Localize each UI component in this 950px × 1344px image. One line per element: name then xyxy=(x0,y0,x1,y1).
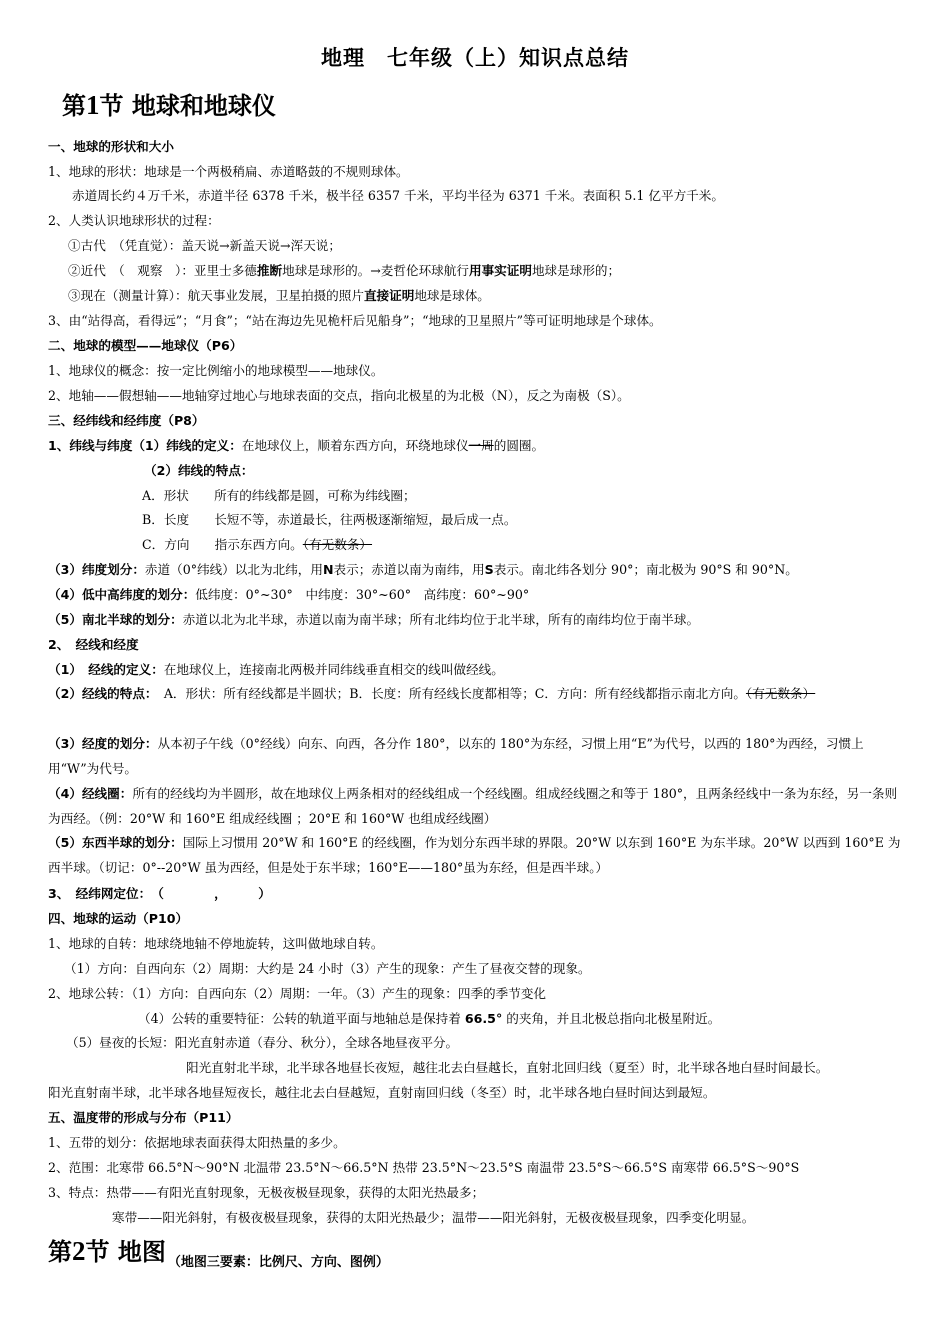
section-heading: 2、 经线和经度 xyxy=(48,637,139,652)
text-line: ③现在（测量计算）：航天事业发展，卫星拍摄的照片直接证明地球是球体。 xyxy=(68,288,490,303)
text-line: （5）南北半球的划分：赤道以北为北半球，赤道以南为南半球；所有北纬均位于北半球，所有的南纬均位于南半球。 xyxy=(48,612,700,627)
section-heading: 三、经纬线和经纬度（P8） xyxy=(48,413,205,428)
text-line: 2、人类认识地球形状的过程： xyxy=(48,213,220,228)
section-heading: 一、地球的形状和大小 xyxy=(48,139,174,154)
document-title: 地理 七年级（上）知识点总结 xyxy=(321,46,629,70)
text-paragraph: （3）经度的划分：从本初子午线（0°经线）向东、向西，各分作 180°，以东的 180°为东经，习惯上用“E”为代号，以西的 180°为西经，习惯上用“W”为代号。 xyxy=(48,736,864,776)
text-line: 1、地球的形状：地球是一个两极稍扁、赤道略鼓的不规则球体。 xyxy=(48,164,409,179)
text-paragraph: （4）经线圈：所有的经线均为半圆形，故在地球仪上两条相对的经线组成一个经线圈。组成经线圈之和等于 180°，且两条经线中一条为东经，另一条则为西经。（例：20°W 和 160°E 组成经线圈 ；20°E 和 160°W 也组成经线圈） xyxy=(48,786,898,826)
text-line: （4）公转的重要特征：公转的轨道平面与地轴总是保持着 66.5° 的夹角，并且北极总指向北极星附近。 xyxy=(138,1011,721,1026)
text-line: 阳光直射北半球，北半球各地昼长夜短，越往北去白昼越长，直射北回归线（夏至）时，北半球各地白昼时间最长。 xyxy=(186,1060,829,1075)
text-paragraph: （5）东西半球的划分：国际上习惯用 20°W 和 160°E 的经线圈，作为划分东西半球的界限。20°W 以东到 160°E 为东半球。20°W 以西到 160°E 为西半球。（切记：0°--20°W 虽为西经，但是处于东半球；160°E——180°虽为东经，但是西半球。） xyxy=(48,835,901,875)
text-line: 3、由“站得高，看得远”；“月食”；“站在海边先见桅杆后见船身”；“地球的卫星照片”等可证明地球是个球体。 xyxy=(48,313,662,328)
map-elements-note: （地图三要素：比例尺、方向、图例） xyxy=(167,1255,389,1270)
text-line: （3）纬度划分：赤道（0°纬线）以北为北纬，用N表示；赤道以南为南纬，用S表示。南北纬各划分 90°；南北极为 90°S 和 90°N。 xyxy=(48,562,798,577)
text-line: C．方向 指示东西方向。（有无数条） xyxy=(142,537,373,552)
text-line: ①古代 （凭直觉）：盖天说→新盖天说→浑天说； xyxy=(68,238,341,253)
section-heading: 3、 经纬网定位： （ ， ） xyxy=(48,886,271,901)
text-line: 1、五带的划分：依据地球表面获得太阳热量的多少。 xyxy=(48,1135,346,1150)
text-line: （1）方向：自西向东（2）周期：大约是 24 小时（3）产生的现象：产生了昼夜交替的现象。 xyxy=(64,961,591,976)
section-heading: 二、地球的模型——地球仪（P6） xyxy=(48,338,243,353)
text-line: 1、地球的自转：地球绕地轴不停地旋转，这叫做地球自转。 xyxy=(48,936,384,951)
section-heading: 四、地球的运动（P10） xyxy=(48,911,189,926)
section-heading: 五、温度带的形成与分布（P11） xyxy=(48,1110,239,1125)
text-line: 2、地轴——假想轴——地轴穿过地心与地球表面的交点，指向北极星的为北极（N），反之为南极（S）。 xyxy=(48,388,630,403)
text-line: 阳光直射南半球，北半球各地昼短夜长，越往北去白昼越短，直射南回归线（冬至）时，北半球各地白昼时间达到最短。 xyxy=(48,1085,716,1100)
text-line: 2、范围：北寒带 66.5°N～90°N 北温带 23.5°N～66.5°N 热带 23.5°N～23.5°S 南温带 23.5°S～66.5°S 南寒带 66.5°S～90°S xyxy=(48,1160,800,1175)
text-line: （1） 经线的定义：在地球仪上，连接南北两极并同纬线垂直相交的线叫做经线。 xyxy=(48,662,504,677)
text-line: B．长度 长短不等，赤道最长，往两极逐渐缩短，最后成一点。 xyxy=(142,512,517,527)
chapter-2-heading: 第2节 地图 $_{(地图三要素:比例尺、方向、图例)}$ xyxy=(48,1236,389,1270)
text-line: ②近代 （ 观察 ）：亚里士多德推断地球是球形的。→麦哲伦环球航行用事实证明地球是球形的； xyxy=(68,263,621,278)
text-line: （2）纬线的特点： xyxy=(144,463,254,478)
text-line: 1、纬线与纬度（1）纬线的定义：在地球仪上，顺着东西方向，环绕地球仪一周的圆圈。 xyxy=(48,438,545,453)
text-line: 2、地球公转：（1）方向：自西向东（2）周期：一年。（3）产生的现象：四季的季节变化 xyxy=(48,986,547,1001)
text-line: A．形状 所有的纬线都是圆，可称为纬线圈； xyxy=(142,488,416,503)
text-line: （4）低中高纬度的划分：低纬度：0°~30° 中纬度：30°~60° 高纬度：60°~90° xyxy=(48,587,530,602)
text-paragraph: （2）经线的特点： A．形状：所有经线都是半圆状；B．长度：所有经线长度都相等；C．方向：所有经线都指示南北方向。（有无数条） xyxy=(48,686,816,701)
text-line: 赤道周长约４万千米，赤道半径 6378 千米，极半径 6357 千米，平均半径为 6371 千米。表面积 5.1 亿平方千米。 xyxy=(72,188,724,203)
text-line: 寒带——阳光斜射，有极夜极昼现象，获得的太阳光热最少；温带——阳光斜射，无极夜极昼现象，四季变化明显。 xyxy=(112,1210,755,1225)
text-line: 3、特点：热带——有阳光直射现象，无极夜极昼现象，获得的太阳光热最多； xyxy=(48,1185,485,1200)
text-line: （5）昼夜的长短：阳光直射赤道（春分、秋分），全球各地昼夜平分。 xyxy=(66,1035,459,1050)
chapter-1-heading: 第1节 地球和地球仪 xyxy=(62,90,276,120)
text-line: 1、地球仪的概念：按一定比例缩小的地球模型——地球仪。 xyxy=(48,363,384,378)
